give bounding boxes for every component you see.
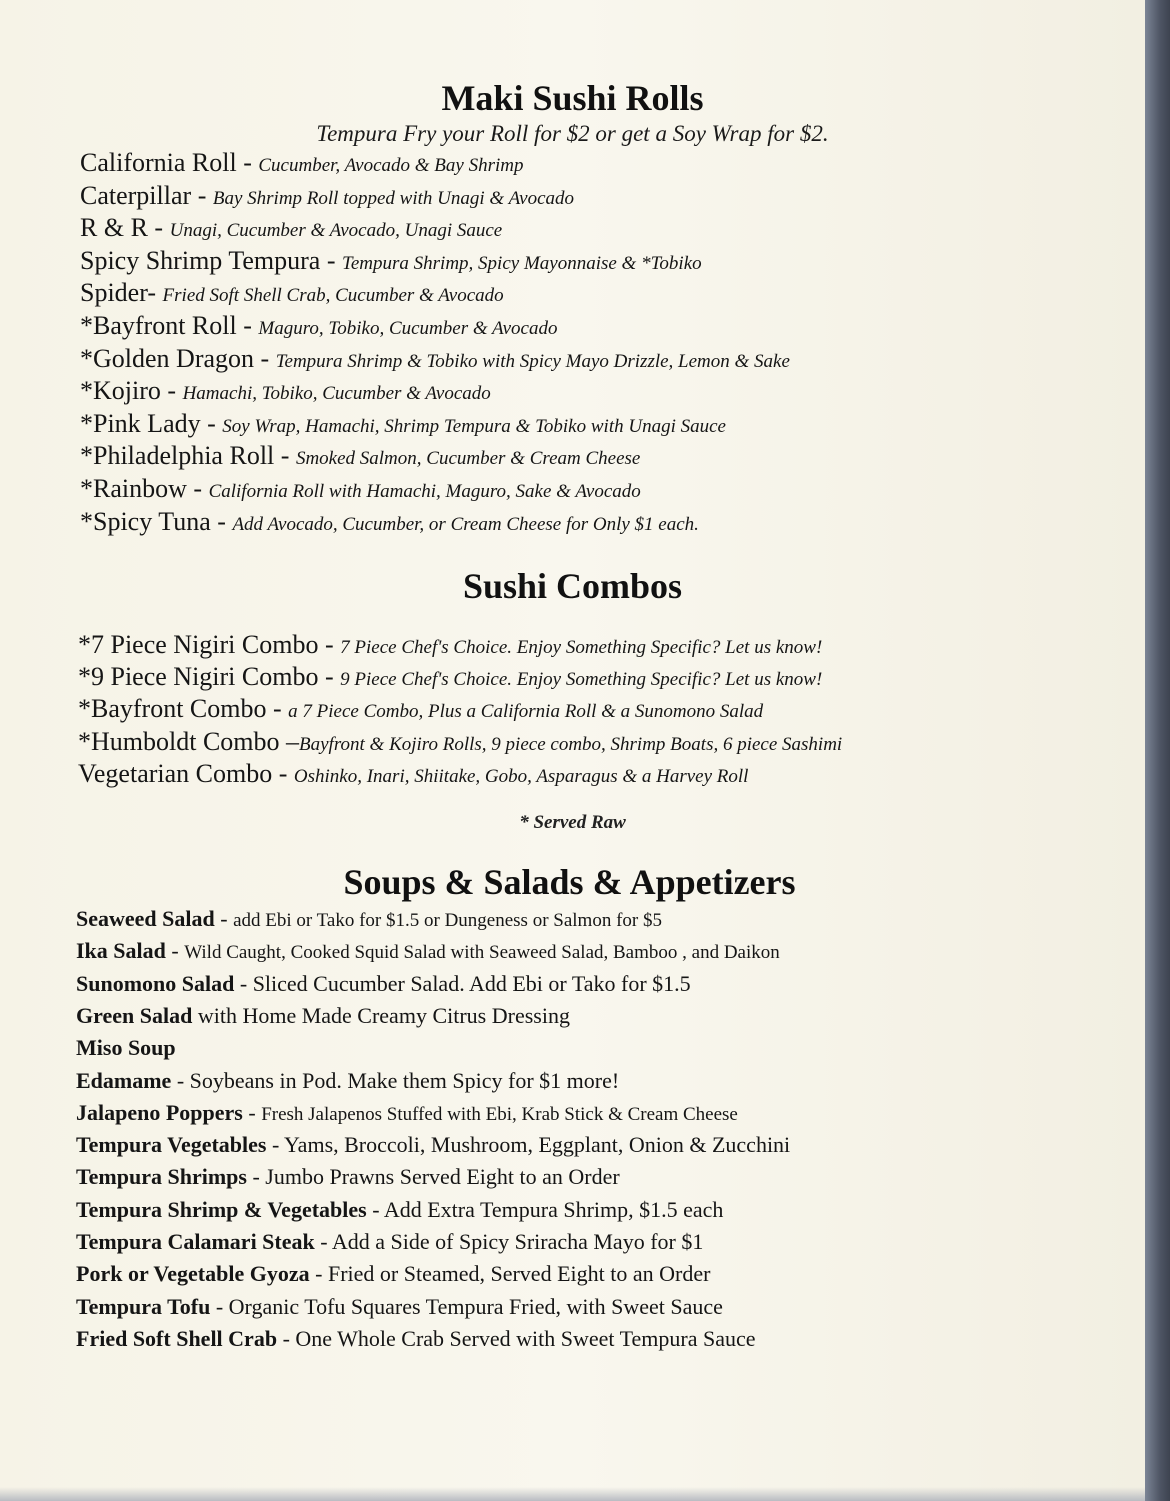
soups-heading: Soups & Salads & Appetizers <box>343 862 796 902</box>
item-description: a 7 Piece Combo, Plus a California Roll & a Sunomono Salad <box>288 701 764 723</box>
item-separator: - <box>191 180 213 210</box>
item-separator: - <box>186 474 209 503</box>
item-name: Sunomono Salad <box>76 970 235 996</box>
item-description: Fresh Jalapenos Stuffed with Ebi, Krab Stick & Cream Cheese <box>261 1103 738 1125</box>
item-description: Wild Caught, Cooked Squid Salad with Seaweed Salad, Bamboo , and Daikon <box>184 942 780 964</box>
item-name: R & R <box>80 213 148 243</box>
item-description: Soybeans in Pod. Make them Spicy for $1 more! <box>189 1067 620 1093</box>
item-name: California Roll <box>80 148 237 177</box>
item-separator: - <box>200 408 223 438</box>
roll-item <box>80 344 790 374</box>
item-name: Green Salad <box>76 1002 193 1028</box>
item-separator: - <box>210 1293 229 1319</box>
app-item <box>76 1003 570 1029</box>
item-description: Fried or Steamed, Served Eight to an Order <box>327 1261 711 1287</box>
item-separator: – <box>279 726 300 756</box>
item-separator: - <box>160 376 183 406</box>
roll-item <box>80 507 699 537</box>
item-separator: - <box>277 1325 296 1351</box>
roll-item <box>80 181 574 211</box>
item-description: Unagi, Cucumber & Avocado, Unagi Sauce <box>169 220 503 242</box>
roll-item <box>80 474 641 504</box>
item-description: Bay Shrimp Roll topped with Unagi & Avocado <box>212 187 575 209</box>
item-description: Maguro, Tobiko, Cucumber & Avocado <box>258 318 558 339</box>
item-name: *Humboldt Combo <box>78 726 280 756</box>
item-separator: - <box>266 1132 284 1158</box>
combo-item <box>78 759 748 789</box>
roll-item <box>80 278 504 308</box>
item-name: *9 Piece Nigiri Combo <box>78 662 319 692</box>
roll-item <box>80 409 726 439</box>
app-item <box>76 971 691 997</box>
app-item <box>76 1132 790 1158</box>
item-name: *Philadelphia Roll <box>80 441 275 471</box>
roll-item <box>80 376 491 406</box>
item-name: Spider <box>80 278 148 308</box>
roll-item <box>80 441 640 471</box>
item-name: Tempura Shrimps <box>76 1164 247 1190</box>
app-item <box>76 1164 620 1190</box>
combo-item <box>78 662 822 692</box>
item-description: Tempura Shrimp & Tobiko with Spicy Mayo Drizzle, Lemon & Sake <box>275 350 790 372</box>
item-name: *Bayfront Roll <box>80 311 237 340</box>
item-description: Add a Side of Spicy Sriracha Mayo for $1 <box>331 1229 704 1254</box>
item-description: Tempura Shrimp, Spicy Mayonnaise & *Tobiko <box>342 252 702 274</box>
item-name: Pork or Vegetable Gyoza <box>76 1261 310 1287</box>
app-item <box>76 1294 723 1320</box>
app-item <box>76 1100 738 1126</box>
item-separator: - <box>274 441 296 471</box>
item-name: Seaweed Salad <box>76 906 215 931</box>
item-description: Add Avocado, Cucumber, or Cream Cheese for Only $1 each. <box>232 513 699 535</box>
item-name: Edamame <box>76 1067 172 1093</box>
item-description: Add Extra Tempura Shrimp, $1.5 each <box>383 1196 724 1222</box>
item-description: Soy Wrap, Hamachi, Shrimp Tempura & Tobiko with Unagi Sauce <box>222 415 726 437</box>
item-description: Oshinko, Inari, Shiitake, Gobo, Asparagus & a Harvey Roll <box>293 765 749 787</box>
served-raw-note: * Served Raw <box>519 812 626 833</box>
item-name: *Kojiro <box>80 376 161 406</box>
item-description: Bayfront & Kojiro Rolls, 9 piece combo, Shrimp Boats, 6 piece Sashimi <box>299 733 843 755</box>
item-separator: - <box>309 1261 328 1287</box>
roll-item <box>80 213 502 243</box>
combo-item <box>78 727 842 757</box>
item-description: with Home Made Creamy Citrus Dressing <box>197 1002 570 1028</box>
item-description: California Roll with Hamachi, Maguro, Sake & Avocado <box>208 481 641 502</box>
item-name: *Spicy Tuna <box>80 506 211 536</box>
item-description: Cucumber, Avocado & Bay Shrimp <box>258 155 524 176</box>
item-separator: - <box>272 758 294 788</box>
item-name: *Bayfront Combo <box>78 694 267 724</box>
sleeve-edge <box>1145 0 1170 1501</box>
item-separator: - <box>214 906 234 931</box>
item-separator: - <box>246 1164 266 1190</box>
roll-item <box>80 311 557 341</box>
item-description: add Ebi or Tako for $1.5 or Dungeness or Salmon for $5 <box>233 910 662 931</box>
item-name: Fried Soft Shell Crab <box>76 1325 278 1351</box>
item-separator: - <box>320 245 343 275</box>
maki-heading: Maki Sushi Rolls <box>441 78 704 118</box>
item-name: *Golden Dragon <box>80 343 255 373</box>
combo-item <box>78 694 763 724</box>
item-separator: - <box>165 938 185 964</box>
item-separator: - <box>147 278 163 308</box>
item-separator: - <box>236 148 259 177</box>
item-separator: - <box>147 213 170 243</box>
item-name: *Rainbow <box>80 474 187 503</box>
item-name: Spicy Shrimp Tempura <box>80 245 321 275</box>
maki-subtitle: Tempura Fry your Roll for $2 or get a Soy Wrap for $2. <box>316 121 829 146</box>
item-separator: - <box>366 1196 384 1222</box>
item-name: Jalapeno Poppers <box>76 1099 243 1125</box>
item-description: 7 Piece Chef's Choice. Enjoy Something Specific? Let us know! <box>340 637 823 658</box>
item-separator: - <box>171 1067 190 1093</box>
item-name: *7 Piece Nigiri Combo <box>78 630 319 659</box>
item-description: Organic Tofu Squares Tempura Fried, with Sweet Sauce <box>228 1293 723 1319</box>
item-name: Vegetarian Combo <box>78 758 273 788</box>
item-name: Tempura Tofu <box>76 1293 211 1319</box>
item-name: Caterpillar <box>80 180 192 210</box>
app-item <box>76 1229 703 1255</box>
item-name: *Pink Lady <box>80 408 201 438</box>
roll-item <box>80 148 523 178</box>
item-description: Smoked Salmon, Cucumber & Cream Cheese <box>295 448 641 470</box>
item-description: Fried Soft Shell Crab, Cucumber & Avocado <box>162 285 504 307</box>
app-item <box>76 1068 619 1094</box>
item-description: Yams, Broccoli, Mushroom, Eggplant, Onion & Zucchini <box>284 1132 791 1158</box>
app-item <box>76 1035 176 1061</box>
item-separator: - <box>242 1099 262 1125</box>
item-separator: - <box>236 311 259 340</box>
item-separator: - <box>254 343 276 373</box>
item-separator: - <box>318 630 341 659</box>
app-item <box>76 1261 710 1287</box>
item-name: Tempura Vegetables <box>76 1132 267 1158</box>
combo-item <box>78 630 822 660</box>
item-separator: - <box>318 662 341 692</box>
item-description: Hamachi, Tobiko, Cucumber & Avocado <box>182 383 491 405</box>
item-name: Tempura Shrimp & Vegetables <box>76 1196 367 1222</box>
sleeve-bottom <box>0 1487 1145 1501</box>
roll-item <box>80 246 702 276</box>
item-name: Ika Salad <box>76 938 166 964</box>
item-description: Jumbo Prawns Served Eight to an Order <box>265 1164 620 1190</box>
app-item <box>76 1197 723 1223</box>
combos-heading: Sushi Combos <box>462 566 683 606</box>
app-item <box>76 1326 756 1352</box>
item-name: Tempura Calamari Steak <box>76 1229 315 1254</box>
app-item <box>76 906 662 932</box>
item-description: One Whole Crab Served with Sweet Tempura Sauce <box>295 1325 756 1351</box>
item-description: Sliced Cucumber Salad. Add Ebi or Tako for $1.5 <box>252 970 691 996</box>
item-separator: - <box>210 506 233 536</box>
item-separator: - <box>234 970 253 996</box>
item-description: 9 Piece Chef's Choice. Enjoy Something Specific? Let us know! <box>340 669 823 691</box>
item-name: Miso Soup <box>76 1035 176 1061</box>
item-separator: - <box>314 1229 332 1254</box>
item-separator: - <box>266 694 289 724</box>
app-item <box>76 938 780 964</box>
